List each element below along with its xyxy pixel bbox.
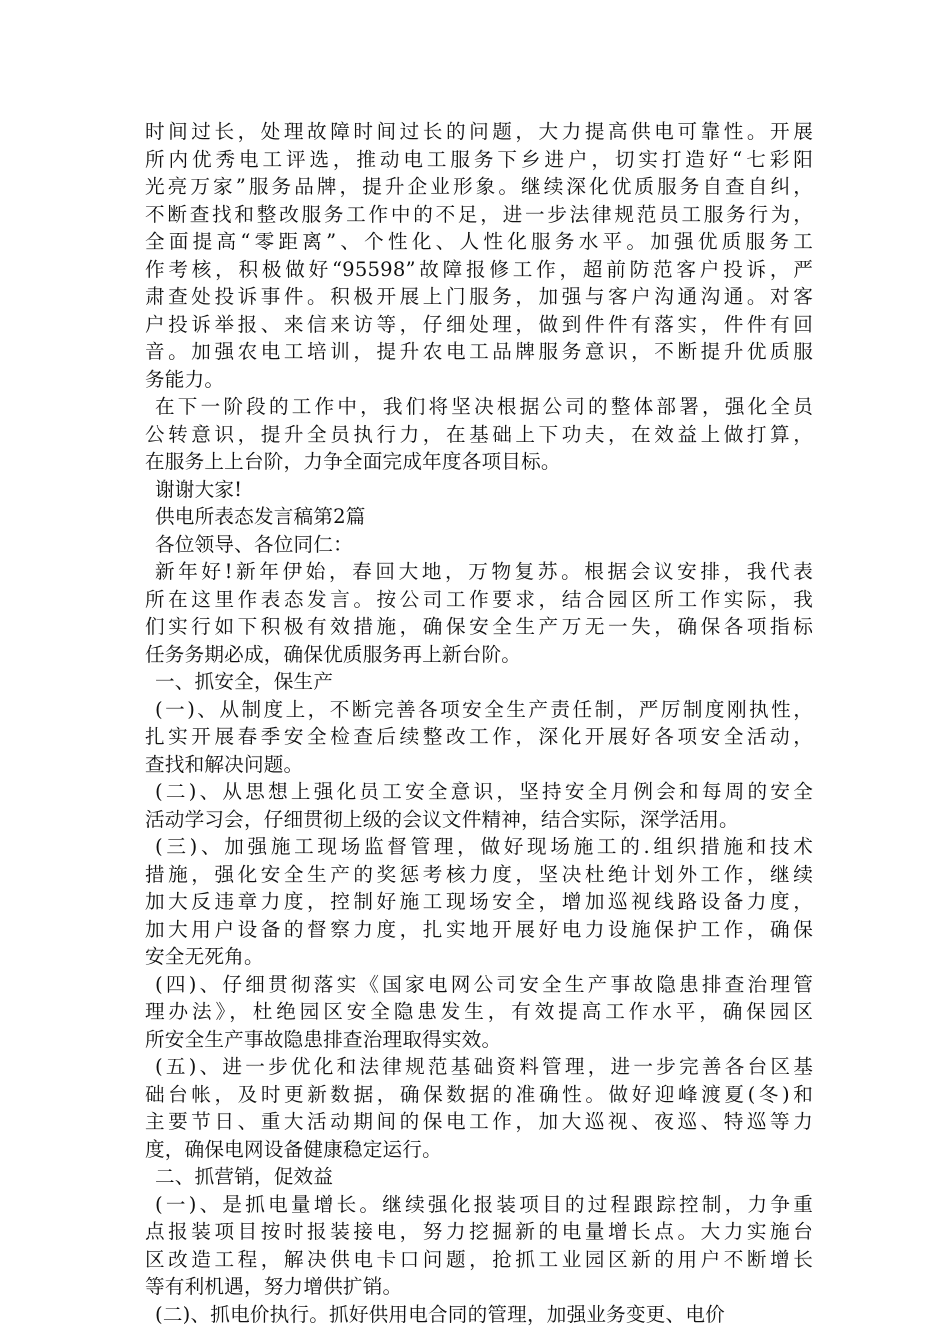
text-line: 作考核，积极做好“95598”故障报修工作，超前防范客户投诉，严: [145, 257, 813, 281]
text-line: 光亮万家”服务品牌，提升企业形象。继续深化优质服务自查自纠，: [145, 175, 813, 198]
document-page: [145, 118, 813, 1328]
text-line: 主要节日、重大活动期间的保电工作，加大巡视、夜巡、特巡等力: [145, 1110, 813, 1133]
text-line: 全面提高“零距离”、个性化、人性化服务水平。加强优质服务工: [145, 230, 813, 253]
text-line: (一)、是抓电量增长。继续强化报装项目的过程跟踪控制，力争重: [155, 1192, 813, 1216]
text-line: 时间过长，处理故障时间过长的问题，大力提高供电可靠性。开展: [145, 120, 813, 143]
text-line: 度，确保电网设备健康稳定运行。: [145, 1137, 442, 1161]
text-line: 加大用户设备的督察力度，扎实地开展好电力设施保护工作，确保: [145, 917, 813, 941]
text-line: 加大反违章力度，控制好施工现场安全，增加巡视线路设备力度，: [145, 890, 813, 913]
text-line: 理办法》，杜绝园区安全隐患发生，有效提高工作水平，确保园区: [145, 1000, 813, 1023]
text-line: (三)、加强施工现场监督管理，做好现场施工的.组织措施和技术: [155, 835, 813, 858]
text-line: (二)、抓电价执行。抓好供用电合同的管理，加强业务变更、电价: [155, 1302, 725, 1326]
text-line: 点报装项目按时报装接电，努力挖掘新的电量增长点。大力实施台: [145, 1220, 813, 1243]
text-line: (四)、仔细贯彻落实《国家电网公司安全生产事故隐患排查治理管: [155, 972, 813, 996]
text-line: 安全无死角。: [145, 945, 264, 968]
text-line: 一、抓安全，保生产: [155, 670, 334, 693]
text-line: 区改造工程，解决供电卡口问题，抢抓工业园区新的用户不断增长: [145, 1247, 813, 1271]
text-line: 肃查处投诉事件。积极开展上门服务，加强与客户沟通沟通。对客: [145, 285, 813, 308]
text-line: 公转意识，提升全员执行力，在基础上下功夫，在效益上做打算，: [145, 422, 813, 446]
text-line: (二)、从思想上强化员工安全意识，坚持安全月例会和每周的安全: [155, 780, 813, 803]
text-line: 所在这里作表态发言。按公司工作要求，结合园区所工作实际，我: [145, 587, 813, 611]
text-line: 任务务期必成，确保优质服务再上新台阶。: [145, 642, 522, 666]
text-line: 音。加强农电工培训，提升农电工品牌服务意识，不断提升优质服: [145, 340, 813, 363]
text-line: (一)、从制度上，不断完善各项安全生产责任制，严厉制度刚执性，: [155, 697, 813, 721]
text-line: 二、抓营销，促效益: [155, 1165, 334, 1188]
text-line: 扎实开展春季安全检查后续整改工作，深化开展好各项安全活动，: [145, 725, 813, 748]
text-line: 础台帐，及时更新数据，确保数据的准确性。做好迎峰渡夏(冬)和: [145, 1082, 813, 1106]
text-line: 在下一阶段的工作中，我们将坚决根据公司的整体部署，强化全员: [155, 395, 813, 418]
text-line: 新年好!新年伊始，春回大地，万物复苏。根据会议安排，我代表: [155, 560, 813, 583]
text-line: 不断查找和整改服务工作中的不足，进一步法律规范员工服务行为，: [145, 202, 813, 226]
text-line: 在服务上上台阶，力争全面完成年度各项目标。: [145, 450, 561, 473]
text-line: 谢谢大家!: [155, 477, 243, 501]
text-line: 所安全生产事故隐患排查治理取得实效。: [145, 1027, 502, 1051]
text-line: 所内优秀电工评选，推动电工服务下乡进户，切实打造好“七彩阳: [145, 147, 813, 171]
text-line: 活动学习会，仔细贯彻上级的会议文件精神，结合实际，深学活用。: [145, 807, 739, 831]
text-line: 各位领导、各位同仁：: [155, 532, 353, 556]
text-line: 查找和解决问题。: [145, 752, 304, 776]
text-line: 等有利机遇，努力增供扩销。: [145, 1275, 403, 1298]
text-line: 户投诉举报、来信来访等，仔细处理，做到件件有落实，件件有回: [145, 312, 813, 336]
text-line: 供电所表态发言稿第2篇: [155, 505, 366, 528]
text-line: (五)、进一步优化和法律规范基础资料管理，进一步完善各台区基: [155, 1055, 813, 1078]
text-line: 们实行如下积极有效措施，确保安全生产万无一失，确保各项指标: [145, 615, 813, 638]
text-line: 措施，强化安全生产的奖惩考核力度，坚决杜绝计划外工作，继续: [145, 862, 813, 886]
text-line: 务能力。: [145, 367, 225, 391]
